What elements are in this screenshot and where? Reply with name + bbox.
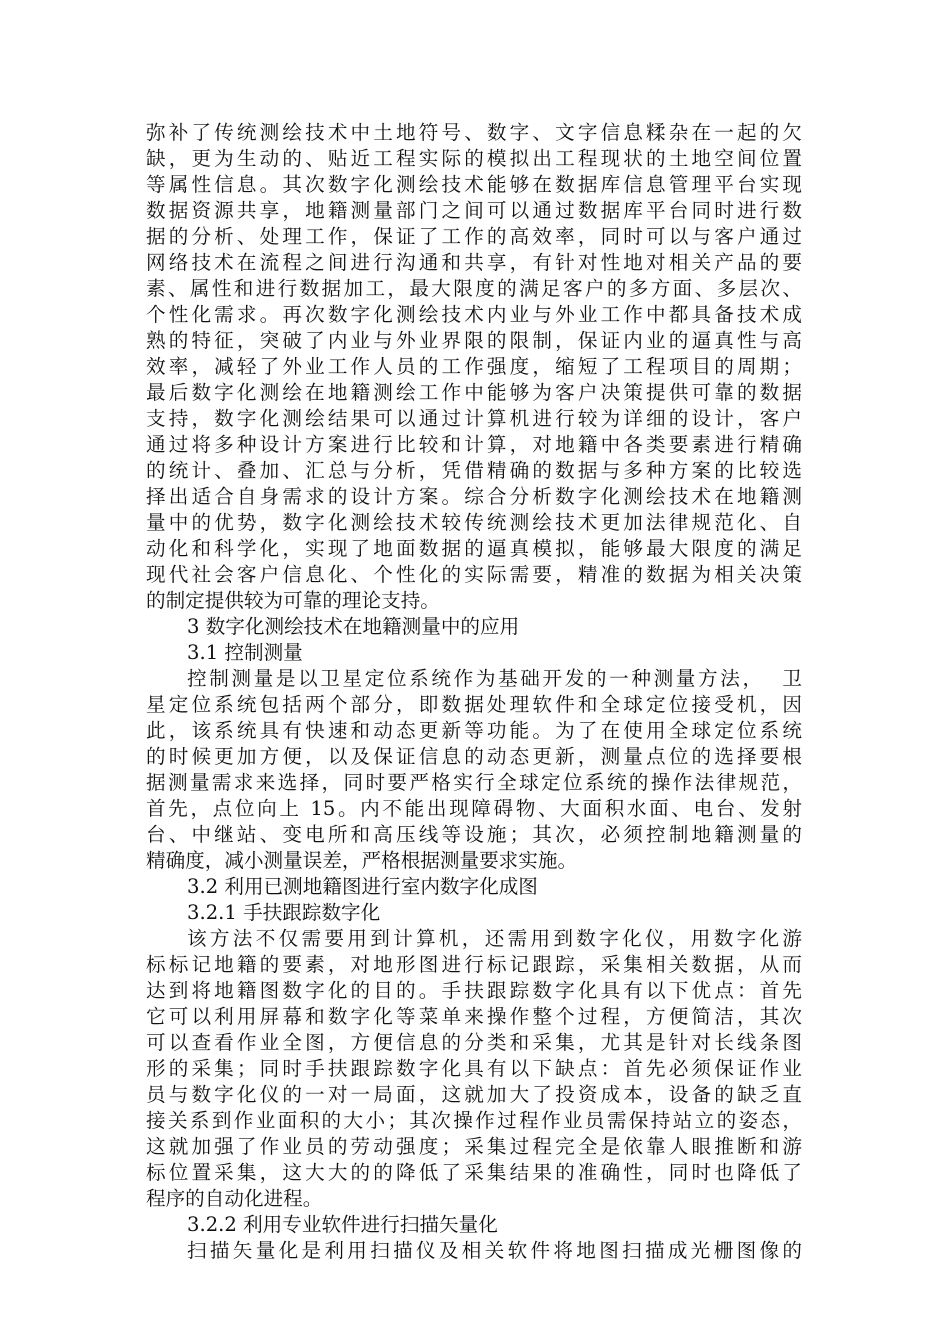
section-heading: 3.2 利用已测地籍图进行室内数字化成图 xyxy=(187,875,538,898)
text-line: 星定位系统包括两个部分，即数据处理软件和全球定位接受机，因 xyxy=(146,693,802,716)
section-heading: 3.1 控制测量 xyxy=(187,641,303,664)
text-line: 据测量需求来选择，同时要严格实行全球定位系统的操作法律规范， xyxy=(146,771,802,794)
text-line: 最后数字化测绘在地籍测绘工作中能够为客户决策提供可靠的数据 xyxy=(146,381,802,404)
text-line: 素、属性和进行数据加工，最大限度的满足客户的多方面、多层次、 xyxy=(146,277,802,300)
text-line: 精确度，减小测量误差，严格根据测量要求实施。 xyxy=(146,849,578,872)
text-line: 择出适合自身需求的设计方案。综合分析数字化测绘技术在地籍测 xyxy=(146,485,802,508)
text-line: 的制定提供较为可靠的理论支持。 xyxy=(146,589,440,612)
section-heading: 3.2.2 利用专业软件进行扫描矢量化 xyxy=(187,1213,498,1236)
text-line: 支持，数字化测绘结果可以通过计算机进行较为详细的设计，客户 xyxy=(146,407,802,430)
text-line: 员与数字化仪的一对一局面，这就加大了投资成本，设备的缺乏直 xyxy=(146,1083,802,1106)
text-line: 通过将多种设计方案进行比较和计算，对地籍中各类要素进行精确 xyxy=(146,433,802,456)
text-line: 量中的优势，数字化测绘技术较传统测绘技术更加法律规范化、自 xyxy=(146,511,802,534)
text-line: 标位置采集，这大大的的降低了采集结果的准确性，同时也降低了 xyxy=(146,1161,802,1184)
text-line: 效率，减轻了外业工作人员的工作强度，缩短了工程项目的周期； xyxy=(146,355,802,378)
text-line: 的统计、叠加、汇总与分析，凭借精确的数据与多种方案的比较选 xyxy=(146,459,802,482)
text-line: 标标记地籍的要素，对地形图进行标记跟踪，采集相关数据，从而 xyxy=(146,953,802,976)
text-line: 缺，更为生动的、贴近工程实际的模拟出工程现状的土地空间位置 xyxy=(146,147,802,170)
text-line: 台、中继站、变电所和高压线等设施；其次，必须控制地籍测量的 xyxy=(146,823,802,846)
section-heading: 3.2.1 手扶跟踪数字化 xyxy=(187,901,381,924)
text-line: 接关系到作业面积的大小；其次操作过程作业员需保持站立的姿态， xyxy=(146,1109,802,1132)
text-line: 扫描矢量化是利用扫描仪及相关软件将地图扫描成光栅图像的 xyxy=(187,1239,802,1262)
text-line: 形的采集；同时手扶跟踪数字化具有以下缺点：首先必须保证作业 xyxy=(146,1057,802,1080)
text-line: 此，该系统具有快速和动态更新等功能。为了在使用全球定位系统 xyxy=(146,719,802,742)
text-line: 弥补了传统测绘技术中土地符号、数字、文字信息糅杂在一起的欠 xyxy=(146,121,802,144)
text-line: 控制测量是以卫星定位系统作为基础开发的一种测量方法， 卫 xyxy=(187,667,802,690)
text-line: 这就加强了作业员的劳动强度；采集过程完全是依靠人眼推断和游 xyxy=(146,1135,802,1158)
text-line: 程序的自动化进程。 xyxy=(146,1187,323,1210)
document-page xyxy=(146,120,802,1264)
text-line: 该方法不仅需要用到计算机，还需用到数字化仪，用数字化游 xyxy=(187,927,802,950)
text-line: 网络技术在流程之间进行沟通和共享，有针对性地对相关产品的要 xyxy=(146,251,802,274)
text-line: 可以查看作业全图，方便信息的分类和采集，尤其是针对长线条图 xyxy=(146,1031,802,1054)
section-heading: 3 数字化测绘技术在地籍测量中的应用 xyxy=(187,615,520,638)
text-line: 数据资源共享，地籍测量部门之间可以通过数据库平台同时进行数 xyxy=(146,199,802,222)
text-line: 据的分析、处理工作，保证了工作的高效率，同时可以与客户通过 xyxy=(146,225,802,248)
text-line: 熟的特征，突破了内业与外业界限的限制，保证内业的逼真性与高 xyxy=(146,329,802,352)
text-line: 个性化需求。再次数字化测绘技术内业与外业工作中都具备技术成 xyxy=(146,303,802,326)
text-line: 首先，点位向上 15。内不能出现障碍物、大面积水面、电台、发射 xyxy=(146,797,802,820)
text-line: 达到将地籍图数字化的目的。手扶跟踪数字化具有以下优点：首先 xyxy=(146,979,802,1002)
text-line: 的时候更加方便，以及保证信息的动态更新，测量点位的选择要根 xyxy=(146,745,802,768)
text-line: 现代社会客户信息化、个性化的实际需要，精准的数据为相关决策 xyxy=(146,563,802,586)
text-line: 等属性信息。其次数字化测绘技术能够在数据库信息管理平台实现 xyxy=(146,173,802,196)
text-line: 它可以利用屏幕和数字化等菜单来操作整个过程，方便简洁，其次 xyxy=(146,1005,802,1028)
text-line: 动化和科学化，实现了地面数据的逼真模拟，能够最大限度的满足 xyxy=(146,537,802,560)
